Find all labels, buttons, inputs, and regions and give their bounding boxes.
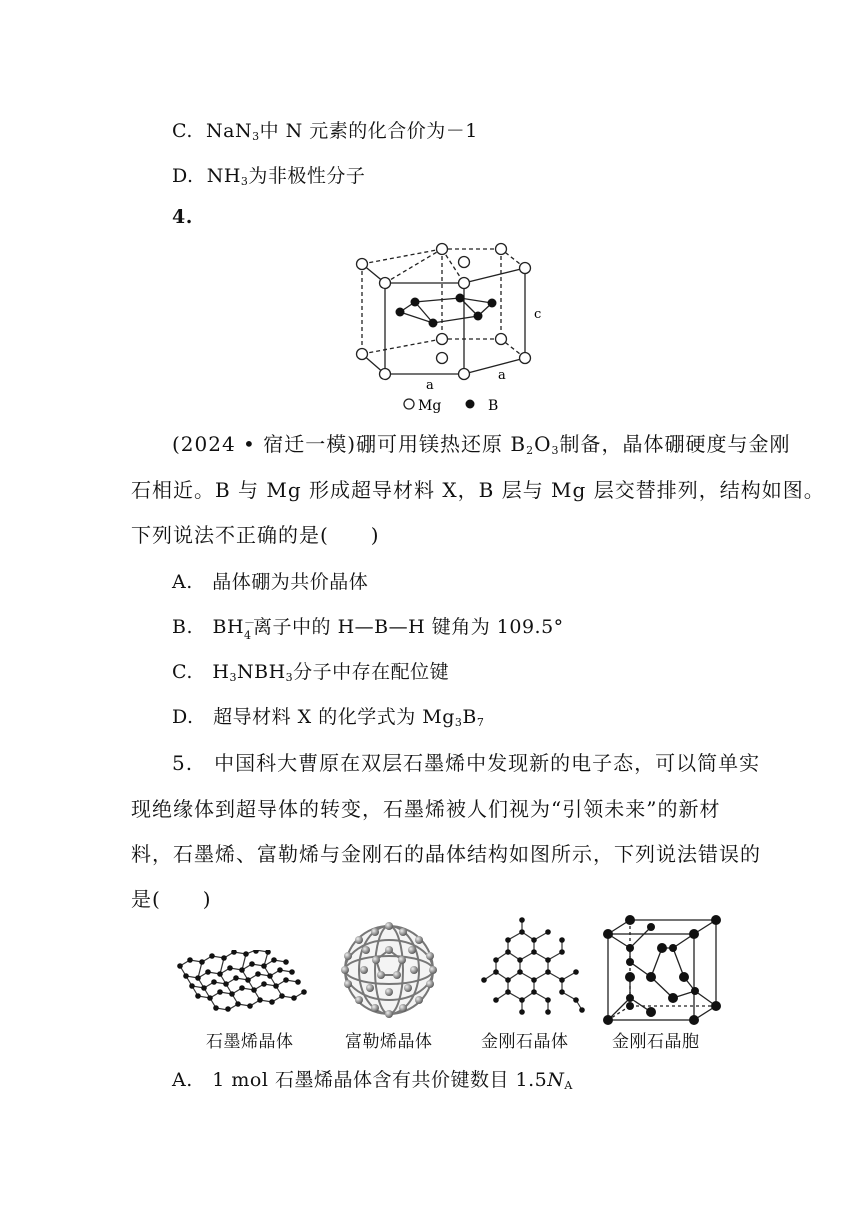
q5-stem-line3: 料，石墨烯、富勒烯与金刚石的晶体结构如图所示，下列说法错误的 [131,842,761,866]
q3-option-d: D. $NH_3$为非极性分子 [172,165,366,188]
q4-stem-line1: (2024 • 宿迁一模)硼可用镁热还原 $B_2O_3$制备，晶体硼硬度与金刚 [172,432,791,457]
q5-option-a: A. 1 mol 石墨烯晶体含有共价键数目 $1.5N_A$ [172,1069,573,1092]
legend-b-icon [466,400,475,409]
caption-diamond-unit-cell: 金刚石晶胞 [612,1032,700,1052]
fullerene-figure [334,920,444,1020]
q4-stem-line3: 下列说法不正确的是( ) [131,523,380,547]
q4-number: 4. [172,206,193,228]
mgb-crystal-structure-figure [340,232,570,422]
q4-option-b: B. BH － 4 离子中的 H—B—H 键角为 109.5° [172,616,564,642]
legend-b-label: B [488,398,499,414]
q5-stem-line2: 现绝缘体到超导体的转变，石墨烯被人们视为“引领未来”的新材 [131,797,721,821]
label-a1: a [426,378,434,393]
caption-graphene: 石墨烯晶体 [206,1032,294,1052]
label-c: c [534,307,542,322]
q4-stem-line2: 石相近。B 与 Mg 形成超导材料 X，B 层与 Mg 层交替排列，结构如图。 [131,478,825,502]
q4-option-a: A. 晶体硼为共价晶体 [172,571,369,593]
graphene-figure [176,950,312,1012]
q3-option-c: C. NaN$_3$中 N 元素的化合价为－1 [172,120,478,143]
diamond-crystal-figure [478,914,590,1022]
q5-stem-line4: 是( ) [131,887,212,911]
q4-option-c: C. $H_3NBH_3$分子中存在配位键 [172,661,450,684]
label-a2: a [498,368,506,383]
caption-diamond-crystal: 金刚石晶体 [481,1032,569,1052]
magnesium-atoms [357,244,531,380]
legend-mg-label: Mg [418,398,442,414]
legend-mg-icon [404,399,414,409]
caption-fullerene: 富勒烯晶体 [345,1032,433,1052]
q4-option-d: D. 超导材料 X 的化学式为 $Mg_3B_7$ [172,706,485,729]
diamond-unit-cell-figure [600,914,722,1026]
q5-stem-line1: 5. 中国科大曹原在双层石墨烯中发现新的电子态，可以简单实 [172,751,761,775]
